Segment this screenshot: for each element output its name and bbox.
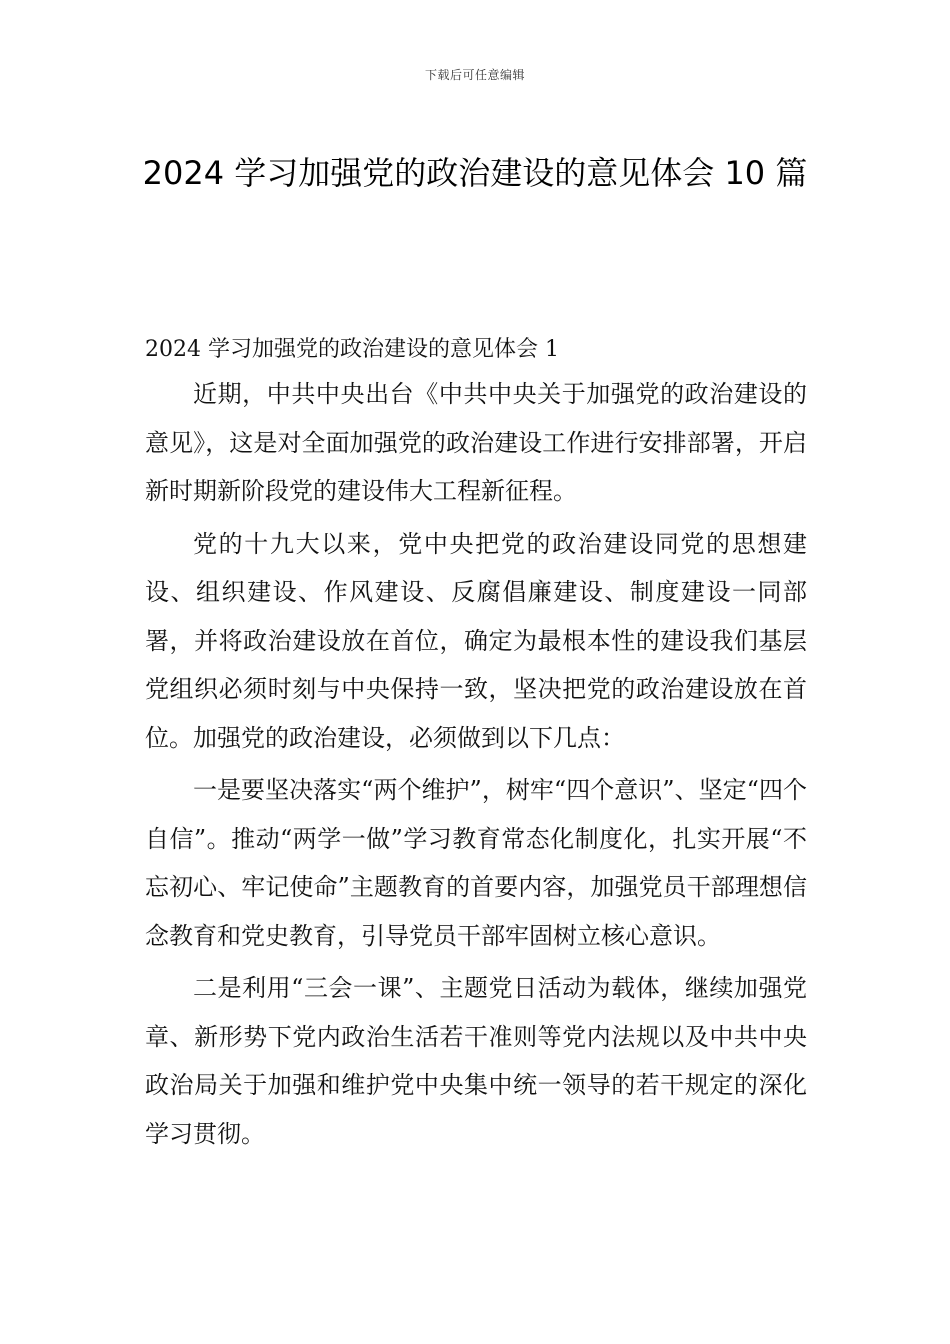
paragraph-2: 党的十九大以来，党中央把党的政治建设同党的思想建设、组织建设、作风建设、反腐倡廉建设、制度建设一同部署，并将政治建设放在首位，确定为最根本性的建设我们基层党组织必须时刻与中央保持一致，坚决把党的政治建设放在首位。加强党的政治建设，必须做到以下几点： <box>145 529 807 752</box>
document-title: 2024 学习加强党的政治建设的意见体会 10 篇 <box>142 154 808 192</box>
section-heading: 2024 学习加强党的政治建设的意见体会 1 <box>145 337 559 362</box>
paragraph-1: 近期，中共中央出台《中共中央关于加强党的政治建设的意见》，这是对全面加强党的政治建设工作进行安排部署，开启新时期新阶段党的建设伟大工程新征程。 <box>145 380 807 505</box>
header-note: 下载后可任意编辑 <box>424 68 525 82</box>
paragraph-4: 二是利用“三会一课”、主题党日活动为载体，继续加强党章、新形势下党内政治生活若干准则等党内法规以及中共中央政治局关于加强和维护党中央集中统一领导的若干规定的深化学习贯彻。 <box>145 974 807 1148</box>
paragraph-3: 一是要坚决落实“两个维护”，树牢“四个意识”、坚定“四个自信”。推动“两学一做”学习教育常态化制度化，扎实开展“不忘初心、牢记使命”主题教育的首要内容，加强党员干部理想信念教育和党史教育，引导党员干部牢固树立核心意识。 <box>145 776 807 950</box>
document-body <box>145 330 807 1162</box>
